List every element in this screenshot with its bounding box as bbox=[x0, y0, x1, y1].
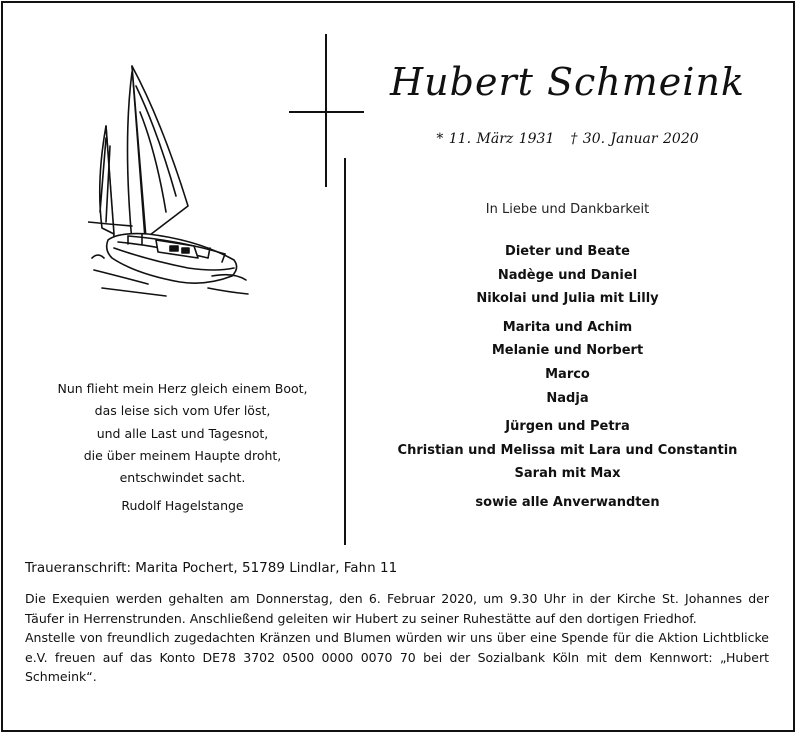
mourner-line: Nadège und Daniel bbox=[497, 267, 638, 283]
mourner-line: Dieter und Beate bbox=[505, 244, 630, 259]
poem-line: entschwindet sacht. bbox=[119, 470, 246, 486]
mourners-intro: In Liebe und Dankbarkeit bbox=[485, 202, 650, 217]
poem-line: Nun flieht mein Herz gleich einem Boot, bbox=[57, 381, 308, 396]
deceased-name: Hubert Schmeink bbox=[390, 60, 745, 104]
mourning-address: Traueranschrift: Marita Pochert, 51789 Lindlar, Fahn 11 bbox=[25, 560, 398, 576]
poem-line: das leise sich vom Ufer löst, bbox=[94, 403, 271, 419]
exequies-text: Die Exequien werden gehalten am Donnerstag, den 6. Februar 2020, um 9.30 Uhr in der Kirche St. Johannes der Täufer in Herrenstrunden. Anschließend geleiten wir Hubert zu seiner Ruhestätte auf den dortigen Friedhof. bbox=[25, 591, 769, 626]
mourner-line: Jürgen und Petra bbox=[505, 419, 630, 435]
mourner-line: sowie alle Anverwandten bbox=[475, 494, 660, 510]
mourner-line: Nikolai und Julia mit Lilly bbox=[476, 291, 659, 307]
poem-line: die über meinem Haupte droht, bbox=[83, 447, 282, 463]
mourner-line: Melanie und Norbert bbox=[491, 343, 644, 359]
mourner-line: Nadja bbox=[546, 390, 589, 406]
funeral-info bbox=[25, 589, 769, 687]
mourner-line: Christian und Melissa mit Lara und Constantin bbox=[397, 442, 738, 458]
donation-text: Anstelle von freundlich zugedachten Kränzen und Blumen würden wir uns über eine Spende für die Aktion Lichtblicke e.V. freuen auf das Konto DE78 3702 0500 0000 0070 70 bei der Sozialbank Köln mit dem Kennwort: „Hubert Schmeink“. bbox=[25, 630, 769, 684]
poem-author: Rudolf Hagelstange bbox=[121, 498, 244, 513]
mourner-group bbox=[345, 316, 790, 410]
sailboat-icon bbox=[88, 62, 253, 302]
mourner-line: Sarah mit Max bbox=[514, 466, 621, 482]
mourner-line: Marco bbox=[545, 366, 590, 382]
poem-line: und alle Last und Tagesnot, bbox=[96, 425, 269, 441]
cross-horizontal-bar bbox=[289, 111, 364, 113]
death-date: † 30. Januar 2020 bbox=[570, 131, 699, 147]
mourners-list bbox=[345, 240, 790, 520]
mourner-group bbox=[345, 240, 790, 311]
mourner-group bbox=[345, 491, 790, 515]
mourner-line: Marita und Achim bbox=[502, 319, 633, 335]
poem bbox=[20, 378, 345, 489]
life-dates bbox=[345, 131, 790, 147]
birth-date: * 11. März 1931 bbox=[436, 131, 555, 147]
mourner-group bbox=[345, 415, 790, 486]
